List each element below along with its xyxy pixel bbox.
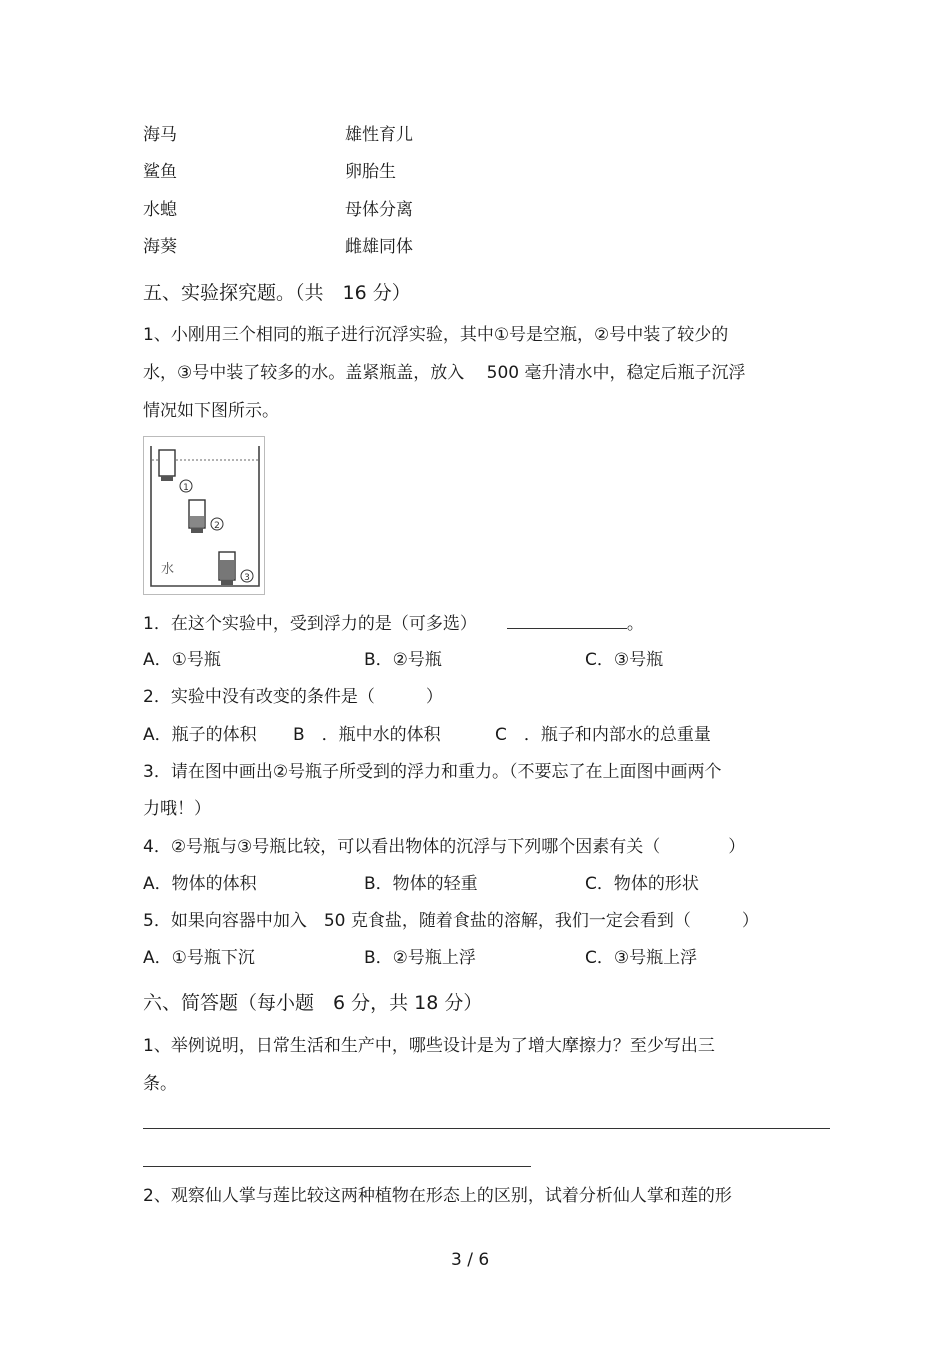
svg-text:1: 1 [183,483,189,493]
q3-line2: 力哦！） [143,799,211,819]
q4-option-a[interactable]: A．物体的体积 [143,874,257,894]
q5-option-b[interactable]: B．②号瓶上浮 [364,948,476,968]
q4-option-c[interactable]: C．物体的形状 [585,874,699,894]
bottle-3-icon [219,552,235,585]
q1-end: 。 [626,614,644,634]
section6-heading: 六、简答题（每小题 6 分，共 18 分） [143,992,483,1014]
page-number: 3 / 6 [451,1250,490,1270]
q3-line1: 3．请在图中画出②号瓶子所受到的浮力和重力。（不要忘了在上面图中画两个 [143,762,722,782]
match-right-1: 雄性育儿 [345,125,413,145]
section6-q2-line1: 2、观察仙人掌与莲比较这两种植物在形态上的区别，试着分析仙人掌和莲的形 [143,1186,732,1206]
match-right-4: 雌雄同体 [345,237,413,257]
bottle-1-icon [159,450,175,481]
match-left-1: 海马 [143,125,177,145]
section5-intro-line2: 水，③号中装了较多的水。盖紧瓶盖，放入 500 毫升清水中，稳定后瓶子沉浮 [143,363,746,383]
q5-option-c[interactable]: C．③号瓶上浮 [585,948,698,968]
answer-line-2[interactable] [143,1166,531,1167]
section5-heading: 五、实验探究题。（共 16 分） [143,282,411,304]
q2-option-a[interactable]: A．瓶子的体积 [143,725,257,745]
match-left-3: 水螅 [143,200,177,220]
q1-text [143,612,644,635]
bottle-2-icon [189,500,205,533]
section6-q1-line1: 1、举例说明，日常生活和生产中，哪些设计是为了增大摩擦力？至少写出三 [143,1036,715,1056]
q5-text: 5．如果向容器中加入 50 克食盐，随着食盐的溶解，我们一定会看到（ ） [143,911,759,931]
q1-option-c[interactable]: C．③号瓶 [585,650,664,670]
answer-line-1[interactable] [143,1128,830,1129]
q4-option-b[interactable]: B．物体的轻重 [364,874,478,894]
match-right-3: 母体分离 [345,200,413,220]
floating-bottles-figure [143,436,265,595]
q1-option-a[interactable]: A．①号瓶 [143,650,221,670]
q1-answer-blank[interactable] [507,612,627,629]
section5-intro-line1: 1、小刚用三个相同的瓶子进行沉浮实验，其中①号是空瓶，②号中装了较少的 [143,325,729,345]
match-right-2: 卵胎生 [345,162,396,182]
svg-text:2: 2 [214,521,220,531]
match-left-4: 海葵 [143,237,177,257]
section5-intro-line3: 情况如下图所示。 [143,401,279,421]
q5-option-a[interactable]: A．①号瓶下沉 [143,948,255,968]
svg-text:3: 3 [244,573,250,583]
water-label: 水 [161,562,175,577]
q1-option-b[interactable]: B．②号瓶 [364,650,442,670]
q2-option-c[interactable]: C ．瓶子和内部水的总重量 [495,725,711,745]
section6-q1-line2: 条。 [143,1074,177,1094]
q2-text: 2．实验中没有改变的条件是（ ） [143,687,443,707]
q2-option-b[interactable]: B ．瓶中水的体积 [293,725,441,745]
q1-stem: 1．在这个实验中，受到浮力的是（可多选） [143,614,477,634]
q4-text: 4．②号瓶与③号瓶比较，可以看出物体的沉浮与下列哪个因素有关（ ） [143,837,746,857]
match-left-2: 鲨鱼 [143,162,177,182]
